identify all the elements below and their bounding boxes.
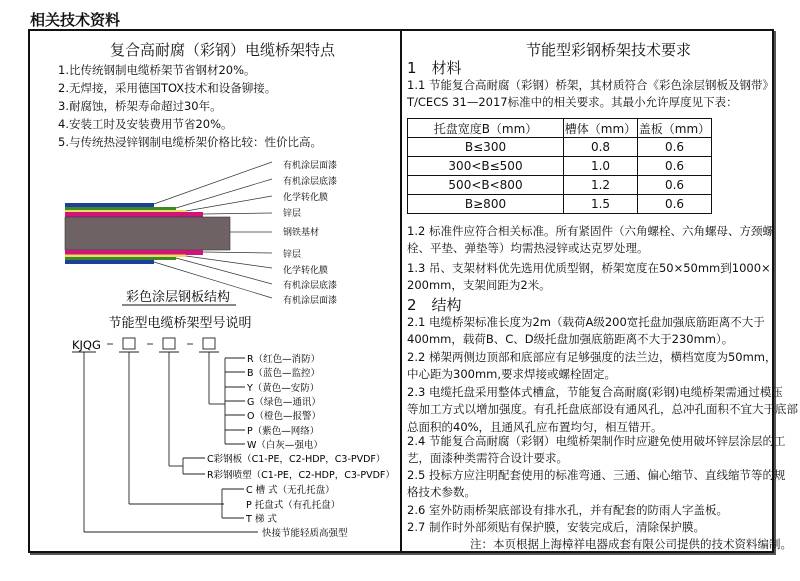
layer-label: 有机涂层面漆 <box>283 161 338 171</box>
type-code: P 托盘式（有孔托盘） <box>246 500 341 511</box>
paragraph-line: 2.1 电缆桥架标准长度为2m（载荷A级200宽托盘加强底筋距离不大于 <box>407 315 765 329</box>
table-row <box>408 138 712 157</box>
zinc-layer-bottom <box>65 250 203 255</box>
features-title: 复合高耐腐（彩钢）电缆桥架特点 <box>110 41 336 59</box>
feature-item: 1.比传统钢制电缆桥架节省钢材20%。 <box>58 63 256 77</box>
topcoat-layer-bottom <box>65 260 154 264</box>
table-cell: 0.8 <box>564 138 638 157</box>
color-code: W（白灰—强电） <box>247 440 323 451</box>
zinc-layer <box>65 212 203 217</box>
table-row <box>408 176 712 195</box>
table-row <box>408 195 712 214</box>
paragraph-line: 2.2 梯架两侧边顶部和底部应有足够强度的法兰边，横档宽度为50mm， <box>407 350 777 364</box>
table-cell: 1.2 <box>564 176 638 195</box>
column-divider <box>400 29 402 551</box>
table-cell: 0.6 <box>638 157 712 176</box>
material-code: R彩钢喷塑（C1-PE，C2-HDP，C3-PVDF） <box>207 470 395 481</box>
model-title: 节能型电缆桥架型号说明 <box>108 316 252 331</box>
feature-item: 5.与传统热浸锌钢制电缆桥架价格比较：性价比高。 <box>58 135 322 149</box>
table-header: 槽体（mm） <box>564 119 638 138</box>
primer-layer-bottom <box>65 257 176 260</box>
steel-layer <box>65 217 230 250</box>
feature-item: 2.无焊接，采用德国TOX技术和设备铆接。 <box>58 81 277 95</box>
table-cell: B≥800 <box>408 195 564 214</box>
table-row <box>408 157 712 176</box>
code-box <box>203 338 215 349</box>
paragraph-line: 1.2 标准件应符合相关标准。所有紧固件（六角螺栓、六角螺母、方颈螺 <box>407 224 774 238</box>
layer-label: 有机涂层底漆 <box>283 281 338 291</box>
paragraph-line: 2.5 投标方应注明配套使用的标准弯通、三通、偏心缩节、直线缩节等的规 <box>407 468 786 482</box>
paragraph-line: 2.4 节能复合高耐腐（彩钢）电缆桥架制作时应避免使用破坏锌层涂层的工 <box>407 434 786 448</box>
feature-item: 4.安装工时及安装费用节省20%。 <box>58 117 233 131</box>
paragraph-line: T/CECS 31—2017标准中的相关要求。其最小允许厚度见下表： <box>407 95 738 110</box>
thickness-table <box>407 118 712 214</box>
material-code: C彩钢板（C1-PE，C2-HDP，C3-PVDF） <box>207 454 386 465</box>
table-cell: B≤300 <box>408 138 564 157</box>
table-cell: 1.5 <box>564 195 638 214</box>
color-code: Y（黄色—安防） <box>247 383 320 394</box>
paragraph-line: 1.1 节能复合高耐腐（彩钢）桥架，其材质符合《彩色涂层钢板及钢带》 <box>407 78 774 92</box>
layer-label: 化学转化膜 <box>283 266 329 276</box>
series-label: 快接节能轻质高强型 <box>262 528 348 539</box>
paragraph-line: 2.7 制作时外部须贴有保护膜，安装完成后，清除保护膜。 <box>407 520 705 534</box>
code-box <box>163 338 175 349</box>
model-prefix: KJQG <box>72 338 101 352</box>
page-title: 相关技术资料 <box>30 11 121 29</box>
table-header: 盖板（mm） <box>638 119 712 138</box>
table-cell: 0.6 <box>638 195 712 214</box>
table-header-row <box>408 119 712 138</box>
paragraph-line: 等加工方式以增加强度。有孔托盘底部设有通风孔，总冲孔面积不宜大于底部 <box>407 402 798 417</box>
table-header: 托盘宽度B（mm） <box>408 119 564 138</box>
color-code: G（绿色—通讯） <box>247 397 321 408</box>
chem-layer-bottom <box>65 255 186 258</box>
paragraph-line: 200mm，支架间距为2米。 <box>407 278 551 293</box>
code-box <box>123 338 135 349</box>
primer-layer <box>65 207 176 210</box>
color-code: P（紫色—网络） <box>247 426 320 437</box>
model-code-diagram <box>72 338 258 532</box>
layer-label: 锌层 <box>283 209 302 219</box>
layer-label: 钢铁基材 <box>283 228 320 238</box>
diagrams <box>0 0 400 560</box>
paragraph-line: 格技术参数。 <box>407 485 476 500</box>
paragraph-line: 1.3 吊、支架材料优先选用优质型钢，桥架宽度在50×50mm到1000× <box>407 261 771 275</box>
layer-label: 化学转化膜 <box>283 193 329 203</box>
layer-label: 有机涂层面漆 <box>283 296 338 306</box>
requirements-title: 节能型彩钢桥架技术要求 <box>526 41 692 59</box>
paragraph-line: 2.6 室外防雨桥架底部设有排水孔，并有配套的防雨人字盖板。 <box>407 503 728 517</box>
paragraph-line: 中心距为300mm,要求焊接或螺栓固定。 <box>407 367 617 382</box>
layer-label: 锌层 <box>283 250 302 260</box>
paragraph-line: 总面积的40%，且通风孔应布置均匀，相互错开。 <box>407 419 663 434</box>
color-code: R（红色—消防） <box>247 354 321 365</box>
table-cell: 0.6 <box>638 138 712 157</box>
layer-label: 有机涂层底漆 <box>283 177 338 187</box>
type-code: C 槽 式（无孔托盘） <box>246 485 335 496</box>
table-cell: 0.6 <box>638 176 712 195</box>
source-note: 注：本页根据上海樟祥电器成套有限公司提供的技术资料编制。 <box>470 537 792 551</box>
table-cell: 1.0 <box>564 157 638 176</box>
section-heading: 2 结构 <box>407 296 462 314</box>
paragraph-line: 栓、平垫、弹垫等）均需热浸锌或达克罗处理。 <box>407 241 649 256</box>
paragraph-line: 艺，面漆种类需符合设计要求。 <box>407 451 568 466</box>
section-heading: 1 材料 <box>407 59 462 77</box>
table-cell: 300<B≤500 <box>408 157 564 176</box>
feature-item: 3.耐腐蚀，桥架寿命超过30年。 <box>58 99 222 113</box>
table-cell: 500<B<800 <box>408 176 564 195</box>
paragraph-line: 2.3 电缆托盘采用整体式槽盒，节能复合高耐腐(彩钢)电缆桥架需通过模压 <box>407 385 783 399</box>
color-code: B（蓝色—监控） <box>247 368 321 379</box>
type-code: T 梯 式 <box>246 514 277 525</box>
paragraph-line: 400mm，载荷B、C、D级托盘加强底筋距离不大于230mm）。 <box>407 332 734 347</box>
structure-caption: 彩色涂层钢板结构 <box>125 290 231 305</box>
layer-structure-diagram <box>65 159 337 306</box>
color-code: O（橙色—报警） <box>247 411 321 422</box>
